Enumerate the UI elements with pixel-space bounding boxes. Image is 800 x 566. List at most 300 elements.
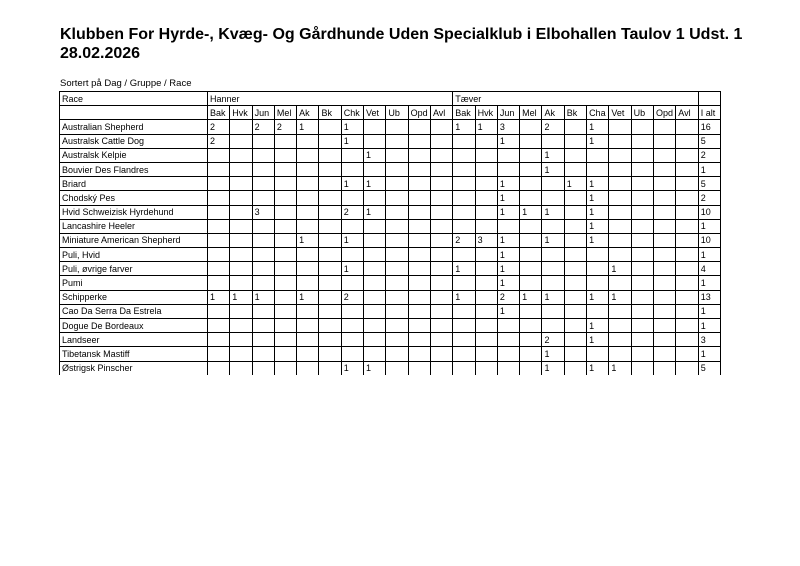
total-column-header: I alt [698, 106, 720, 120]
females-count-cell [609, 134, 631, 148]
males-count-cell [319, 219, 341, 233]
females-count-cell: 2 [542, 333, 564, 347]
males-count-cell [230, 319, 252, 333]
females-count-cell [587, 262, 609, 276]
females-count-cell [609, 219, 631, 233]
females-count-cell [676, 233, 698, 247]
males-count-cell [319, 290, 341, 304]
females-count-cell [520, 347, 542, 361]
females-count-cell: 1 [497, 177, 519, 191]
females-count-cell [475, 276, 497, 290]
females-count-cell [520, 120, 542, 134]
males-count-cell: 1 [297, 290, 319, 304]
females-count-cell [676, 276, 698, 290]
males-count-cell [408, 120, 430, 134]
females-count-cell [475, 162, 497, 176]
females-count-cell [653, 120, 675, 134]
males-count-cell: 1 [341, 177, 363, 191]
males-count-cell [364, 248, 386, 262]
males-count-cell [408, 319, 430, 333]
females-count-cell [453, 148, 475, 162]
females-count-cell [609, 319, 631, 333]
females-count-cell [609, 162, 631, 176]
males-count-cell [230, 120, 252, 134]
table-row [60, 276, 721, 290]
females-count-cell [453, 162, 475, 176]
males-count-cell [252, 333, 274, 347]
females-count-cell [676, 304, 698, 318]
females-column-header: Vet [609, 106, 631, 120]
males-count-cell [230, 219, 252, 233]
females-count-cell: 1 [609, 290, 631, 304]
males-count-cell [252, 347, 274, 361]
males-count-cell [319, 276, 341, 290]
females-count-cell [653, 177, 675, 191]
males-count-cell [207, 162, 229, 176]
females-count-cell [564, 134, 586, 148]
males-count-cell [230, 276, 252, 290]
males-count-cell [386, 205, 408, 219]
females-count-cell [676, 148, 698, 162]
females-count-cell: 1 [587, 191, 609, 205]
males-count-cell [252, 319, 274, 333]
race-name-cell: Tibetansk Mastiff [60, 347, 208, 361]
males-count-cell: 3 [252, 205, 274, 219]
table-row [60, 347, 721, 361]
males-count-cell [364, 233, 386, 247]
males-count-cell [297, 276, 319, 290]
females-count-cell: 1 [587, 177, 609, 191]
total-count-cell: 5 [698, 134, 720, 148]
females-count-cell [609, 248, 631, 262]
race-name-cell: Australsk Kelpie [60, 148, 208, 162]
table-row [60, 319, 721, 333]
males-count-cell [252, 304, 274, 318]
females-count-cell [475, 177, 497, 191]
females-count-cell [475, 134, 497, 148]
females-count-cell [564, 347, 586, 361]
race-name-cell: Puli, øvrige farver [60, 262, 208, 276]
table-row [60, 361, 721, 375]
males-count-cell [386, 233, 408, 247]
males-count-cell [319, 120, 341, 134]
males-count-cell [252, 134, 274, 148]
males-count-cell [252, 148, 274, 162]
females-count-cell [453, 177, 475, 191]
females-count-cell [653, 361, 675, 375]
race-name-cell: Cao Da Serra Da Estrela [60, 304, 208, 318]
females-count-cell [564, 120, 586, 134]
sort-label: Sortert på Dag / Gruppe / Race [60, 78, 192, 89]
table-row [60, 233, 721, 247]
females-count-cell [609, 233, 631, 247]
females-count-cell [520, 233, 542, 247]
females-count-cell: 1 [587, 290, 609, 304]
females-count-cell [609, 148, 631, 162]
females-count-cell [631, 333, 653, 347]
males-count-cell [341, 162, 363, 176]
males-count-cell [207, 177, 229, 191]
males-count-cell [207, 347, 229, 361]
males-count-cell [297, 205, 319, 219]
males-count-cell [230, 148, 252, 162]
males-count-cell [364, 162, 386, 176]
males-count-cell [319, 134, 341, 148]
males-count-cell [341, 219, 363, 233]
race-column-header: Race [60, 92, 208, 106]
females-count-cell: 1 [542, 233, 564, 247]
total-count-cell: 16 [698, 120, 720, 134]
race-name-cell: Puli, Hvid [60, 248, 208, 262]
males-count-cell [274, 248, 296, 262]
males-count-cell [341, 276, 363, 290]
males-count-cell: 1 [341, 120, 363, 134]
females-column-header: Bak [453, 106, 475, 120]
females-count-cell [676, 191, 698, 205]
males-count-cell [207, 148, 229, 162]
males-count-cell [386, 347, 408, 361]
females-count-cell [676, 162, 698, 176]
males-column-header: Hvk [230, 106, 252, 120]
race-name-cell: Briard [60, 177, 208, 191]
males-count-cell [408, 347, 430, 361]
males-count-cell [408, 162, 430, 176]
males-count-cell [274, 162, 296, 176]
females-count-cell [564, 333, 586, 347]
females-count-cell [564, 162, 586, 176]
females-count-cell [587, 347, 609, 361]
males-count-cell: 1 [341, 233, 363, 247]
report-title [60, 25, 760, 63]
table-row [60, 219, 721, 233]
females-count-cell [497, 148, 519, 162]
females-count-cell [631, 219, 653, 233]
table-row [60, 120, 721, 134]
females-count-cell: 1 [587, 333, 609, 347]
females-count-cell [542, 248, 564, 262]
females-column-header: Bk [564, 106, 586, 120]
males-count-cell [252, 191, 274, 205]
females-count-cell [475, 248, 497, 262]
females-count-cell: 1 [497, 276, 519, 290]
table-row [60, 162, 721, 176]
females-count-cell [653, 333, 675, 347]
females-count-cell: 1 [497, 191, 519, 205]
males-count-cell [297, 347, 319, 361]
males-group-header: Hanner [207, 92, 452, 106]
males-count-cell: 2 [252, 120, 274, 134]
females-count-cell [475, 262, 497, 276]
males-count-cell [207, 304, 229, 318]
females-count-cell: 1 [609, 361, 631, 375]
females-count-cell: 1 [587, 361, 609, 375]
females-count-cell [631, 162, 653, 176]
males-count-cell [274, 219, 296, 233]
females-count-cell [653, 347, 675, 361]
females-count-cell [676, 134, 698, 148]
race-name-cell: Schipperke [60, 290, 208, 304]
males-count-cell [274, 361, 296, 375]
males-count-cell: 1 [341, 134, 363, 148]
males-column-header: Jun [252, 106, 274, 120]
females-count-cell [653, 219, 675, 233]
race-name-cell: Miniature American Shepherd [60, 233, 208, 247]
males-count-cell [408, 290, 430, 304]
females-count-cell [453, 347, 475, 361]
females-count-cell [564, 361, 586, 375]
males-count-cell [297, 148, 319, 162]
total-count-cell: 1 [698, 248, 720, 262]
females-count-cell: 2 [453, 233, 475, 247]
males-count-cell [297, 134, 319, 148]
males-count-cell [207, 205, 229, 219]
females-count-cell: 1 [587, 233, 609, 247]
males-count-cell [430, 233, 452, 247]
race-name-cell: Østrigsk Pinscher [60, 361, 208, 375]
males-count-cell [274, 205, 296, 219]
females-count-cell [542, 177, 564, 191]
total-count-cell: 5 [698, 361, 720, 375]
females-count-cell: 1 [587, 134, 609, 148]
males-count-cell [408, 177, 430, 191]
males-count-cell [230, 191, 252, 205]
females-count-cell [587, 276, 609, 290]
females-count-cell [520, 191, 542, 205]
females-count-cell: 1 [542, 162, 564, 176]
males-count-cell [274, 134, 296, 148]
column-header-row [60, 106, 721, 120]
females-count-cell [453, 304, 475, 318]
females-count-cell [520, 304, 542, 318]
females-count-cell [564, 191, 586, 205]
females-count-cell [564, 248, 586, 262]
females-count-cell [497, 162, 519, 176]
females-count-cell [631, 361, 653, 375]
females-count-cell [653, 276, 675, 290]
race-name-cell: Australsk Cattle Dog [60, 134, 208, 148]
males-count-cell [207, 248, 229, 262]
females-count-cell [676, 177, 698, 191]
females-count-cell [564, 219, 586, 233]
females-count-cell: 1 [453, 262, 475, 276]
males-count-cell [230, 205, 252, 219]
females-column-header: Avl [676, 106, 698, 120]
females-count-cell [676, 333, 698, 347]
females-count-cell [475, 191, 497, 205]
females-count-cell [475, 219, 497, 233]
males-count-cell [341, 304, 363, 318]
males-count-cell [230, 233, 252, 247]
males-count-cell [319, 162, 341, 176]
males-count-cell [341, 347, 363, 361]
males-count-cell [408, 304, 430, 318]
males-count-cell: 1 [364, 177, 386, 191]
males-count-cell [252, 162, 274, 176]
males-count-cell [230, 347, 252, 361]
females-count-cell: 3 [497, 120, 519, 134]
table-row [60, 191, 721, 205]
females-count-cell [453, 191, 475, 205]
males-count-cell [274, 262, 296, 276]
females-count-cell [475, 333, 497, 347]
males-count-cell: 2 [274, 120, 296, 134]
report-title-line-2: 28.02.2026 [60, 45, 141, 62]
males-count-cell [297, 304, 319, 318]
females-column-header: Cha [587, 106, 609, 120]
females-count-cell [676, 262, 698, 276]
report-title-line-1: Klubben For Hyrde-, Kvæg- Og Gårdhunde Uden Specialklub i Elbohallen Taulov 1 Udst. 1 [60, 26, 743, 43]
females-count-cell [475, 304, 497, 318]
males-count-cell: 1 [341, 262, 363, 276]
females-count-cell [453, 333, 475, 347]
males-count-cell [430, 319, 452, 333]
males-count-cell: 1 [230, 290, 252, 304]
males-count-cell [364, 333, 386, 347]
males-count-cell [364, 319, 386, 333]
females-count-cell [520, 276, 542, 290]
males-count-cell [408, 248, 430, 262]
females-count-cell [475, 148, 497, 162]
females-count-cell [520, 177, 542, 191]
males-count-cell [230, 177, 252, 191]
race-name-cell: Chodský Pes [60, 191, 208, 205]
females-count-cell [564, 290, 586, 304]
females-count-cell [542, 219, 564, 233]
males-count-cell [319, 191, 341, 205]
females-count-cell [497, 347, 519, 361]
females-count-cell [676, 347, 698, 361]
females-count-cell [653, 290, 675, 304]
females-count-cell [475, 319, 497, 333]
males-count-cell [230, 134, 252, 148]
males-count-cell [297, 248, 319, 262]
males-count-cell [430, 177, 452, 191]
males-count-cell [364, 347, 386, 361]
females-count-cell: 1 [542, 347, 564, 361]
females-column-header: Ub [631, 106, 653, 120]
females-count-cell [609, 333, 631, 347]
females-count-cell: 1 [542, 205, 564, 219]
females-count-cell: 3 [475, 233, 497, 247]
males-count-cell [274, 233, 296, 247]
males-count-cell [207, 361, 229, 375]
race-name-cell: Australian Shepherd [60, 120, 208, 134]
males-count-cell [386, 361, 408, 375]
males-count-cell: 2 [341, 205, 363, 219]
males-count-cell: 1 [252, 290, 274, 304]
males-count-cell: 1 [297, 120, 319, 134]
males-column-header: Mel [274, 106, 296, 120]
males-count-cell [207, 262, 229, 276]
males-count-cell [430, 276, 452, 290]
females-count-cell: 1 [609, 262, 631, 276]
males-count-cell [386, 177, 408, 191]
males-count-cell [297, 361, 319, 375]
females-count-cell: 1 [542, 361, 564, 375]
females-column-header: Ak [542, 106, 564, 120]
females-count-cell [609, 177, 631, 191]
females-count-cell: 1 [497, 134, 519, 148]
females-count-cell [631, 262, 653, 276]
females-count-cell [475, 361, 497, 375]
males-count-cell [319, 233, 341, 247]
females-count-cell [520, 134, 542, 148]
females-count-cell [609, 205, 631, 219]
males-count-cell [319, 347, 341, 361]
males-count-cell [297, 333, 319, 347]
males-count-cell [252, 262, 274, 276]
males-count-cell [386, 333, 408, 347]
females-count-cell [653, 205, 675, 219]
females-count-cell: 1 [497, 248, 519, 262]
females-count-cell [453, 276, 475, 290]
males-count-cell [408, 219, 430, 233]
males-count-cell: 1 [341, 361, 363, 375]
males-count-cell [207, 333, 229, 347]
males-count-cell [430, 248, 452, 262]
males-count-cell [430, 347, 452, 361]
males-count-cell [274, 191, 296, 205]
males-count-cell [274, 177, 296, 191]
males-count-cell [319, 262, 341, 276]
race-name-cell: Hvid Schweizisk Hyrdehund [60, 205, 208, 219]
females-count-cell [564, 319, 586, 333]
females-count-cell [564, 148, 586, 162]
females-count-cell [653, 148, 675, 162]
females-count-cell: 1 [453, 290, 475, 304]
males-count-cell [319, 205, 341, 219]
females-count-cell [631, 191, 653, 205]
females-count-cell [564, 233, 586, 247]
males-count-cell [386, 162, 408, 176]
females-count-cell [631, 276, 653, 290]
males-count-cell [408, 205, 430, 219]
table-row [60, 205, 721, 219]
total-count-cell: 2 [698, 148, 720, 162]
entries-table [59, 91, 721, 375]
males-count-cell [207, 233, 229, 247]
females-count-cell [631, 205, 653, 219]
males-count-cell [430, 290, 452, 304]
females-column-header: Mel [520, 106, 542, 120]
total-count-cell: 1 [698, 219, 720, 233]
females-count-cell [564, 205, 586, 219]
males-count-cell [386, 319, 408, 333]
females-count-cell: 1 [542, 290, 564, 304]
females-count-cell: 1 [587, 319, 609, 333]
females-count-cell [631, 233, 653, 247]
females-count-cell [475, 347, 497, 361]
females-count-cell [587, 148, 609, 162]
total-count-cell: 1 [698, 162, 720, 176]
females-count-cell: 1 [497, 205, 519, 219]
males-count-cell [430, 120, 452, 134]
females-count-cell [520, 148, 542, 162]
females-column-header: Jun [497, 106, 519, 120]
females-count-cell [497, 219, 519, 233]
males-count-cell [364, 191, 386, 205]
total-count-cell: 10 [698, 233, 720, 247]
females-count-cell [564, 276, 586, 290]
males-count-cell [274, 304, 296, 318]
females-count-cell [520, 262, 542, 276]
females-count-cell: 1 [542, 148, 564, 162]
females-count-cell [453, 219, 475, 233]
table-row [60, 248, 721, 262]
females-count-cell [497, 333, 519, 347]
females-count-cell [653, 319, 675, 333]
females-count-cell: 1 [587, 219, 609, 233]
